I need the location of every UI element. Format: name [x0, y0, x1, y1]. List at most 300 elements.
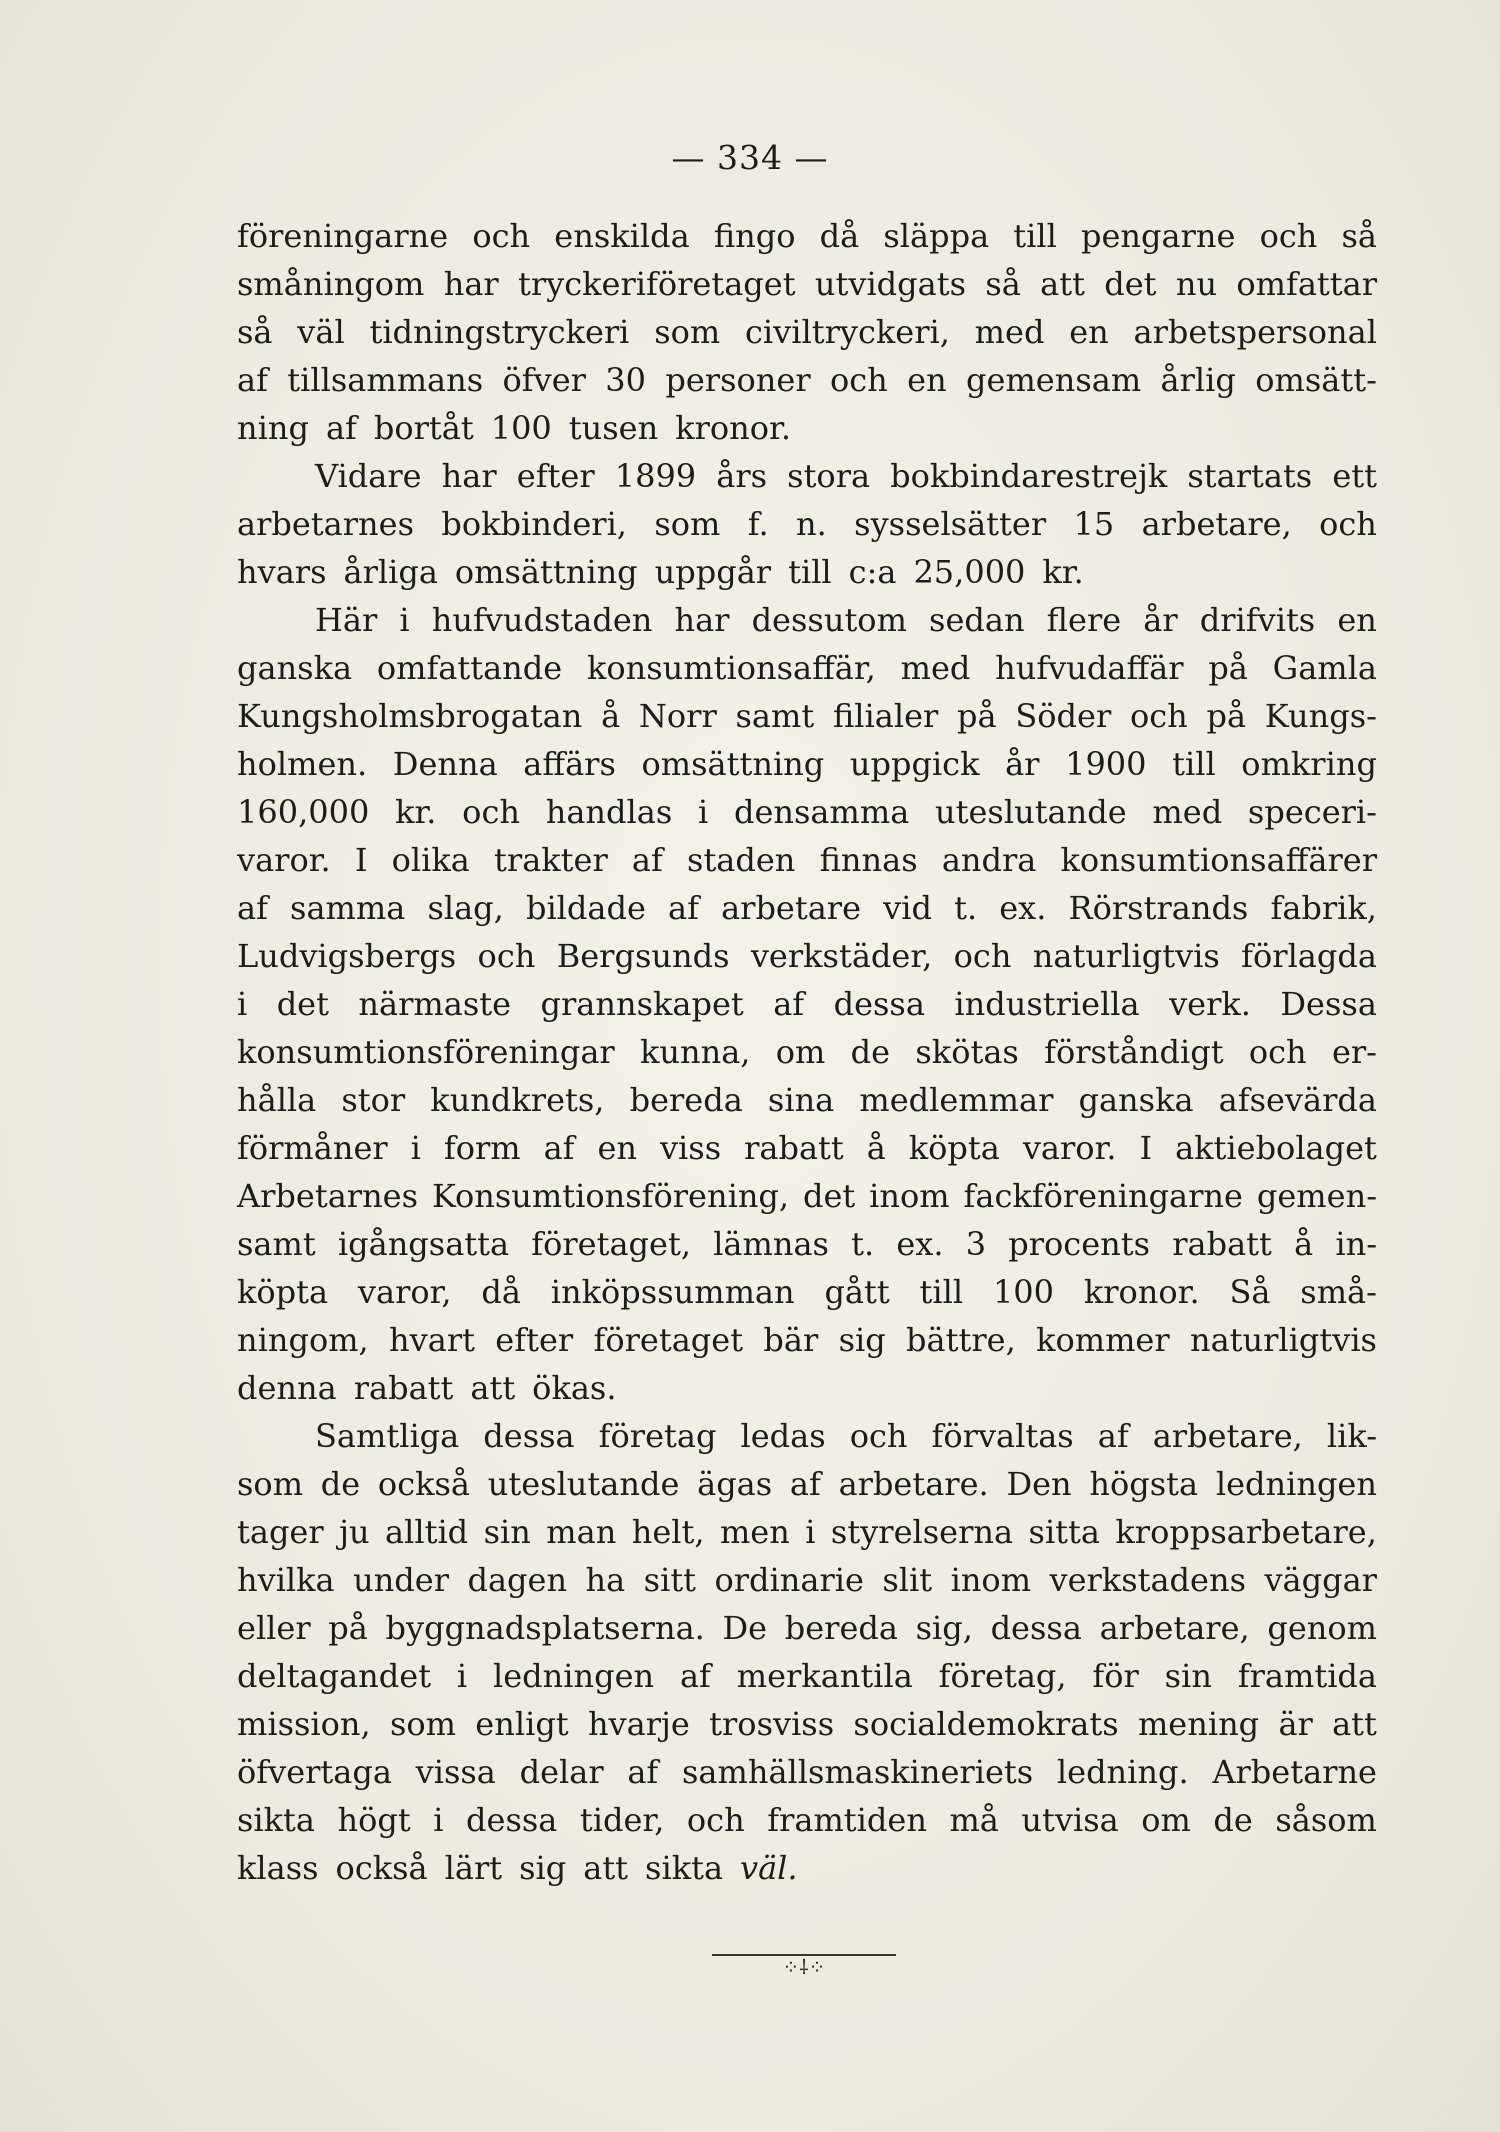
- word: må: [949, 1801, 999, 1839]
- word: hvart: [389, 1321, 475, 1359]
- word: sig,: [915, 1609, 973, 1647]
- word: slag,: [427, 889, 504, 927]
- word: en: [1069, 313, 1109, 351]
- word: f.: [747, 505, 769, 543]
- word: kroppsarbetare,: [1115, 1513, 1377, 1551]
- word: i: [410, 1129, 421, 1167]
- word: I: [354, 841, 368, 879]
- word: hvars: [237, 553, 327, 591]
- word: gemen-: [1256, 1177, 1377, 1215]
- word: till: [919, 1273, 964, 1311]
- word: Bergsunds: [556, 937, 730, 975]
- text-line: [237, 1508, 1377, 1556]
- word: 100: [490, 409, 552, 447]
- word: verkstäder,: [750, 937, 933, 975]
- word: en: [597, 1129, 637, 1167]
- word: af: [1097, 1417, 1129, 1455]
- word: sin: [1164, 1657, 1212, 1695]
- word: bokbinderi,: [441, 505, 627, 543]
- word: skötas: [915, 1033, 1019, 1071]
- word: flere: [1046, 601, 1122, 639]
- word: staden: [687, 841, 796, 879]
- word: samt: [237, 1225, 316, 1263]
- word: ganska: [237, 649, 353, 687]
- word: Denna: [392, 745, 498, 783]
- word: att: [1332, 1705, 1377, 1743]
- word: af: [668, 889, 699, 927]
- text-line: [237, 308, 1377, 356]
- word: sina: [767, 1081, 835, 1119]
- word: bär: [763, 1321, 819, 1359]
- word: ha: [585, 1561, 626, 1599]
- word: Samtliga: [315, 1417, 460, 1455]
- word: på: [328, 1609, 368, 1647]
- word: utvisa: [1021, 1801, 1119, 1839]
- text-line: [237, 596, 1377, 644]
- text-line: [237, 1028, 1377, 1076]
- word: viss: [659, 1129, 722, 1167]
- word: släppa: [883, 217, 990, 255]
- text-line: [237, 1076, 1377, 1124]
- word: Norr: [638, 697, 717, 735]
- word: framtida: [1237, 1657, 1377, 1695]
- word: grannskapet: [540, 985, 744, 1023]
- word: väl: [297, 313, 345, 351]
- word: om: [1141, 1801, 1191, 1839]
- word: ägas: [697, 1465, 773, 1503]
- word: Arbetarne: [1212, 1753, 1377, 1791]
- word: å: [866, 1129, 886, 1167]
- word: också: [377, 1465, 470, 1503]
- word: arbetare,: [1152, 1417, 1303, 1455]
- word: på: [957, 697, 997, 735]
- word: och: [1319, 505, 1377, 543]
- word: Dessa: [1280, 985, 1377, 1023]
- word: rabatt: [353, 1369, 454, 1407]
- word: bereda: [784, 1609, 898, 1647]
- word: i: [456, 1657, 468, 1695]
- word: eller: [237, 1609, 311, 1647]
- word: sig: [838, 1321, 886, 1359]
- word: gått: [824, 1273, 890, 1311]
- word: styrelserna: [830, 1513, 1014, 1551]
- word: ledningen: [1215, 1465, 1377, 1503]
- text-line: [237, 356, 1377, 404]
- word: filialer: [832, 697, 939, 735]
- word: pengarne: [1080, 217, 1236, 255]
- word: föreningarne: [237, 217, 449, 255]
- word: sitta: [1028, 1513, 1100, 1551]
- word: de: [850, 1033, 891, 1071]
- word: företaget,: [531, 1225, 691, 1263]
- word: hufvudaffär: [995, 649, 1184, 687]
- word: och: [686, 1801, 745, 1839]
- word: 25,000: [913, 553, 1026, 591]
- word: inom: [950, 1561, 1032, 1599]
- word: dessa: [466, 1801, 558, 1839]
- text-line: [237, 1556, 1377, 1604]
- word: då: [819, 217, 860, 255]
- word: af: [325, 409, 357, 447]
- word: helt,: [631, 1513, 705, 1551]
- word: sysselsätter: [854, 505, 1047, 543]
- word: af: [237, 889, 268, 927]
- word: arbetare: [721, 889, 862, 927]
- text-line: [237, 1460, 1377, 1508]
- word: ex.: [896, 1225, 944, 1263]
- word: personer: [665, 361, 811, 399]
- word: Söder: [1015, 697, 1112, 735]
- word: holmen.: [237, 745, 368, 783]
- word: ningom,: [237, 1321, 369, 1359]
- word: dagen: [467, 1561, 568, 1599]
- word: och: [472, 217, 531, 255]
- word: samt: [735, 697, 815, 735]
- word: Vidare: [315, 457, 422, 495]
- word: af: [237, 361, 268, 399]
- word: och: [829, 361, 888, 399]
- word: uteslutande: [935, 793, 1127, 831]
- word: uteslutande: [487, 1465, 680, 1503]
- word: efter: [516, 457, 595, 495]
- word: hålla: [237, 1081, 317, 1119]
- word: uppgår: [654, 553, 772, 591]
- word: 1899: [614, 457, 697, 495]
- word: i: [237, 985, 248, 1023]
- text-line: [237, 548, 1377, 596]
- word: tidningstryckeri: [369, 313, 630, 351]
- word: i: [399, 601, 410, 639]
- word: startats: [1187, 457, 1313, 495]
- word: så: [1341, 217, 1377, 255]
- word: enskilda: [554, 217, 690, 255]
- word: Konsumtionsförening,: [431, 1177, 790, 1215]
- text-line: [237, 644, 1377, 692]
- word: delar: [519, 1753, 604, 1791]
- word: Så: [1229, 1273, 1271, 1311]
- word: att: [1040, 265, 1085, 303]
- text-line: [237, 788, 1377, 836]
- text-line: [237, 1844, 1377, 1892]
- word: bereda: [629, 1081, 743, 1119]
- word: kommer: [1036, 1321, 1170, 1359]
- text-line: [237, 932, 1377, 980]
- text-line: [237, 212, 1377, 260]
- text-line: [237, 1652, 1377, 1700]
- word: kronor.: [1083, 1273, 1200, 1311]
- word: ledas: [740, 1417, 826, 1455]
- word: drifvits: [1199, 601, 1316, 639]
- word: denna: [237, 1369, 337, 1407]
- word: inköpssumman: [550, 1273, 795, 1311]
- text-line: [237, 740, 1377, 788]
- word: närmaste: [358, 985, 512, 1023]
- text-line: [237, 452, 1377, 500]
- text-line: [237, 1412, 1377, 1460]
- word: under: [353, 1561, 450, 1599]
- word: omsätt-: [1255, 361, 1377, 399]
- word: man: [546, 1513, 617, 1551]
- word: sedan: [929, 601, 1025, 639]
- word: en: [907, 361, 947, 399]
- word: Rörstrands: [1068, 889, 1249, 927]
- word: och: [477, 937, 536, 975]
- word: Den: [1006, 1465, 1072, 1503]
- word: också: [335, 1849, 428, 1887]
- word: t.: [954, 889, 978, 927]
- word: aktiebolaget: [1175, 1129, 1377, 1167]
- body-text: [237, 212, 1377, 1892]
- word: i: [433, 1801, 444, 1839]
- word: Ludvigsbergs: [237, 937, 457, 975]
- word: arbetarnes: [237, 505, 414, 543]
- word: högt: [337, 1801, 411, 1839]
- word: civiltryckeri,: [745, 313, 950, 351]
- word: årliga: [343, 553, 438, 591]
- word: Gamla: [1272, 649, 1377, 687]
- word: ganska: [1078, 1081, 1194, 1119]
- word: på: [1208, 649, 1248, 687]
- word: att: [470, 1369, 516, 1407]
- word: till: [1013, 217, 1057, 255]
- word: I: [1139, 1129, 1153, 1167]
- word: och: [1129, 697, 1188, 735]
- word: omfattar: [1236, 265, 1377, 303]
- text-line: [237, 980, 1377, 1028]
- word: alltid: [385, 1513, 469, 1551]
- text-line: [237, 500, 1377, 548]
- word: hvilka: [237, 1561, 335, 1599]
- word: fackföreningarne: [963, 1177, 1243, 1215]
- word: dessutom: [751, 601, 907, 639]
- word: högsta: [1089, 1465, 1199, 1503]
- word: Arbetarnes: [237, 1177, 419, 1215]
- word: socialdemokrats: [853, 1705, 1119, 1743]
- word: en: [1337, 601, 1377, 639]
- word: afsevärda: [1218, 1081, 1377, 1119]
- text-line: [237, 884, 1377, 932]
- word: rabatt: [1172, 1225, 1272, 1263]
- word: industriella: [954, 985, 1140, 1023]
- word: så: [985, 265, 1021, 303]
- word: förmåner: [237, 1129, 388, 1167]
- word: framtiden: [767, 1801, 927, 1839]
- word: densamma: [733, 793, 910, 831]
- word: n.: [796, 505, 827, 543]
- text-line: [237, 1316, 1377, 1364]
- word: 1900: [1065, 745, 1147, 783]
- word: inom: [869, 1177, 950, 1215]
- word: trakter: [494, 841, 608, 879]
- word: 15: [1073, 505, 1115, 543]
- word: af: [789, 1465, 821, 1503]
- word: gemensam: [966, 361, 1142, 399]
- word: som: [654, 313, 721, 351]
- word: varor.: [1022, 1129, 1117, 1167]
- word: år: [1005, 745, 1040, 783]
- word: till: [1172, 745, 1216, 783]
- word: tryckeriföretaget: [518, 265, 796, 303]
- word: sitt: [643, 1561, 697, 1599]
- word: er-: [1331, 1033, 1377, 1071]
- word: är: [1278, 1705, 1313, 1743]
- word: men: [719, 1513, 790, 1551]
- word: arbetare,: [1099, 1609, 1250, 1647]
- word: mission,: [237, 1705, 371, 1743]
- word: om: [775, 1033, 826, 1071]
- word: köpta: [237, 1273, 329, 1311]
- word: tillsammans: [287, 361, 484, 399]
- word: dessa: [483, 1417, 575, 1455]
- word: konsumtionsaffär,: [586, 649, 876, 687]
- word: och: [1248, 1033, 1307, 1071]
- word: köpta: [908, 1129, 1000, 1167]
- word: små-: [1300, 1273, 1377, 1311]
- word: bättre,: [906, 1321, 1016, 1359]
- word: omfattande: [376, 649, 563, 687]
- word: varor,: [357, 1273, 452, 1311]
- word: trosviss: [709, 1705, 835, 1743]
- word: årlig: [1160, 361, 1236, 399]
- word: har: [674, 601, 730, 639]
- word: naturligtvis: [1189, 1321, 1377, 1359]
- word: fabrik,: [1270, 889, 1377, 927]
- word: ex.: [999, 889, 1047, 927]
- word: tider,: [579, 1801, 665, 1839]
- word: dessa: [833, 985, 925, 1023]
- word: ett: [1332, 457, 1377, 495]
- word: genom: [1267, 1609, 1377, 1647]
- word: rabatt: [744, 1129, 844, 1167]
- word: att: [583, 1849, 629, 1887]
- word: det: [276, 985, 329, 1023]
- word: i: [697, 793, 709, 831]
- word: öfver: [502, 361, 586, 399]
- word: med: [900, 649, 971, 687]
- text-line: [237, 260, 1377, 308]
- word: kr.: [395, 793, 437, 831]
- word: företaget: [593, 1321, 744, 1359]
- word: hufvudstaden: [431, 601, 653, 639]
- word: medlemmar: [859, 1081, 1054, 1119]
- word: öfvertaga: [237, 1753, 392, 1791]
- word: ju: [339, 1513, 370, 1551]
- word: stora: [787, 457, 871, 495]
- word: som: [237, 1465, 304, 1503]
- word: lämnas: [713, 1225, 829, 1263]
- word: af: [543, 1129, 575, 1167]
- text-line: [237, 1700, 1377, 1748]
- word: 100: [992, 1273, 1055, 1311]
- word: förståndigt: [1044, 1033, 1224, 1071]
- word: bildade: [525, 889, 646, 927]
- word: förvaltas: [931, 1417, 1074, 1455]
- word: då: [481, 1273, 521, 1311]
- word: vid: [883, 889, 932, 927]
- word: uppgick: [849, 745, 980, 783]
- word: och: [462, 793, 520, 831]
- word: in-: [1335, 1225, 1377, 1263]
- word: olika: [391, 841, 470, 879]
- text-line: [237, 1172, 1377, 1220]
- word: lärt: [444, 1849, 503, 1887]
- word: har: [443, 265, 499, 303]
- word: dessa: [990, 1609, 1082, 1647]
- word: 3: [965, 1225, 987, 1263]
- word: speceri-: [1247, 793, 1377, 831]
- word: De: [722, 1609, 768, 1647]
- word: sin: [483, 1513, 531, 1551]
- word: till: [788, 553, 832, 591]
- word: ning: [237, 409, 309, 447]
- word: hvarje: [587, 1705, 690, 1743]
- word: c:a: [848, 553, 897, 591]
- word: bortåt: [373, 409, 474, 447]
- end-ornament-icon: ⁘⸸⁘: [782, 1955, 826, 1979]
- word: de: [320, 1465, 361, 1503]
- word: arbetspersonal: [1133, 313, 1377, 351]
- word: stor: [341, 1081, 406, 1119]
- word: samma: [290, 889, 406, 927]
- word: byggnadsplatserna.: [385, 1609, 705, 1647]
- word: finnas: [819, 841, 918, 879]
- word: och: [849, 1417, 908, 1455]
- word: såsom: [1275, 1801, 1377, 1839]
- word: kronor.: [675, 409, 791, 447]
- text-line: [237, 1364, 1377, 1412]
- text-line: [237, 1748, 1377, 1796]
- word: form: [443, 1129, 521, 1167]
- text-line: [237, 1268, 1377, 1316]
- word: Här: [315, 601, 378, 639]
- text-line: [237, 692, 1377, 740]
- word: tager: [237, 1513, 324, 1551]
- word: företag,: [938, 1657, 1067, 1695]
- word: och: [1259, 217, 1318, 255]
- word: arbetare.: [838, 1465, 989, 1503]
- word: 160,000: [237, 793, 370, 831]
- word: samhällsmaskineriets: [681, 1753, 1034, 1791]
- word: väl.: [740, 1849, 798, 1887]
- word: konsumtionsföreningar: [237, 1033, 615, 1071]
- word: på: [1206, 697, 1247, 735]
- word: och: [953, 937, 1012, 975]
- word: bokbindarestrejk: [890, 457, 1168, 495]
- word: å: [1294, 1225, 1314, 1263]
- word: utvidgats: [814, 265, 966, 303]
- word: med: [1152, 793, 1223, 831]
- word: de: [1213, 1801, 1253, 1839]
- word: ordinarie: [714, 1561, 864, 1599]
- word: tusen: [568, 409, 659, 447]
- word: naturligtvis: [1032, 937, 1220, 975]
- word: för: [1092, 1657, 1139, 1695]
- word: t.: [851, 1225, 875, 1263]
- word: som: [389, 1705, 457, 1743]
- word: arbetare,: [1141, 505, 1292, 543]
- word: har: [441, 457, 497, 495]
- word: som: [654, 505, 721, 543]
- word: mening: [1137, 1705, 1260, 1743]
- word: med: [974, 313, 1045, 351]
- word: väggar: [1264, 1561, 1377, 1599]
- word: ökas.: [532, 1369, 617, 1407]
- word: omkring: [1241, 745, 1377, 783]
- word: varor.: [237, 841, 331, 879]
- word: i: [805, 1513, 816, 1551]
- word: klass: [237, 1849, 319, 1887]
- word: lik-: [1326, 1417, 1377, 1455]
